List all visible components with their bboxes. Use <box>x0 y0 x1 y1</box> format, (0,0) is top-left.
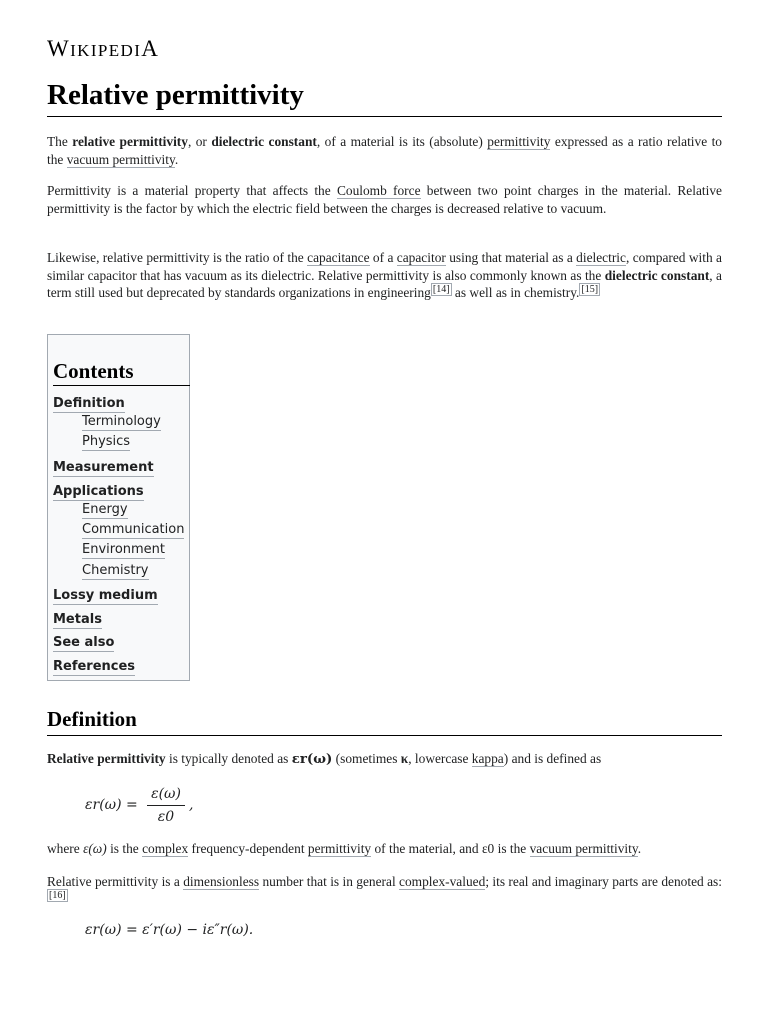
equation-tail: , <box>189 797 194 813</box>
math-symbol: εr(ω) <box>291 751 333 767</box>
math-symbol: ε0 <box>481 841 495 856</box>
text: . <box>637 841 642 856</box>
table-of-contents <box>47 334 190 681</box>
text: where <box>47 841 84 856</box>
text: expressed as a ratio relative to the <box>47 134 722 167</box>
text: Permittivity is a material property that affects the <box>47 183 337 198</box>
link-vacuum-permittivity[interactable]: vacuum permittivity <box>529 841 638 856</box>
link-dimensionless[interactable]: dimensionless <box>183 874 260 889</box>
link-capacitor[interactable]: capacitor <box>396 250 446 265</box>
text: , of a material is its (absolute) <box>316 134 488 149</box>
text: The <box>47 134 73 149</box>
fraction-denominator: ε0 <box>157 809 175 825</box>
equation-fraction <box>147 784 185 827</box>
link-vacuum-permittivity[interactable]: vacuum permittivity <box>66 151 175 167</box>
link-coulomb-force[interactable]: Coulomb force <box>336 183 421 198</box>
definition-paragraph-3 <box>47 873 722 908</box>
text: number that is in general <box>259 874 400 889</box>
text: ) and is defined as <box>503 751 602 766</box>
link-complex-valued[interactable]: complex-valued <box>399 874 486 889</box>
text: is the <box>494 841 530 856</box>
text: , or <box>187 134 212 149</box>
toc-item-lossy-medium[interactable]: Lossy medium <box>53 588 158 603</box>
text: of a <box>369 250 397 265</box>
link-permittivity[interactable]: permittivity <box>487 134 551 149</box>
link-kappa[interactable]: kappa <box>471 751 504 766</box>
toc-item-measurement[interactable]: Measurement <box>53 460 154 475</box>
text: (sometimes <box>332 751 401 766</box>
text: . <box>174 151 179 167</box>
equation-complex-parts: εr(ω) = ε′r(ω) − iε″r(ω). <box>85 922 254 938</box>
math-symbol: ε(ω) <box>83 841 107 856</box>
text: is the <box>106 841 143 856</box>
text: frequency-dependent <box>188 841 308 856</box>
equation-lhs: εr(ω) = <box>85 797 138 813</box>
fraction-bar <box>147 805 185 806</box>
toc-item-metals[interactable]: Metals <box>53 612 102 627</box>
text: as well as in chemistry. <box>451 285 580 300</box>
text: is typically denoted as <box>165 751 292 766</box>
intro-paragraph-3 <box>47 249 722 302</box>
reference-15 <box>579 283 600 296</box>
link-complex[interactable]: complex <box>142 841 189 856</box>
text: Likewise, relative permittivity is the ratio of the <box>47 250 308 265</box>
page-title: Relative permittivity <box>47 78 722 117</box>
bold-term: relative permittivity <box>72 134 188 149</box>
reference-link[interactable]: [16] <box>49 890 66 902</box>
reference-link[interactable]: [15] <box>581 283 599 295</box>
bold-term: Relative permittivity <box>47 751 166 766</box>
intro-paragraph-1 <box>47 133 722 168</box>
toc-item-see-also[interactable]: See also <box>53 635 115 650</box>
text: ; its real and imaginary parts are denoted as: <box>485 874 722 889</box>
math-symbol: κ <box>400 751 409 766</box>
reference-14 <box>431 283 452 296</box>
text: , compared with a similar capacitor that has vacuum as its dielectric. Relative permittivity is also commonly known as the <box>47 250 722 283</box>
toc-title: Contents <box>53 359 190 386</box>
toc-item-terminology[interactable]: Terminology <box>82 414 161 429</box>
text: of the material, and <box>371 841 482 856</box>
intro-paragraph-2 <box>47 182 722 217</box>
text: , lowercase <box>408 751 472 766</box>
text: using that material as a <box>445 250 577 265</box>
fraction-numerator: ε(ω) <box>151 786 181 802</box>
link-permittivity[interactable]: permittivity <box>307 841 372 856</box>
text: between two point charges in the material. Relative permittivity is the factor by which the electric field between the charges is decreased relative to vacuum. <box>47 183 722 216</box>
section-heading-definition: Definition <box>47 707 722 736</box>
toc-item-references[interactable]: References <box>53 659 136 674</box>
reference-16 <box>47 889 68 902</box>
bold-term: dielectric constant <box>604 267 710 283</box>
bold-term: dielectric constant <box>211 134 317 149</box>
toc-item-communication[interactable]: Communication <box>82 522 185 537</box>
link-capacitance[interactable]: capacitance <box>307 250 370 265</box>
definition-paragraph-2 <box>47 840 722 858</box>
text: Relative permittivity is a <box>47 874 184 889</box>
link-dielectric[interactable]: dielectric <box>576 250 626 265</box>
text: , a term still used but deprecated by standards organizations in engineering <box>47 267 723 300</box>
toc-item-chemistry[interactable]: Chemistry <box>82 563 149 578</box>
toc-item-environment[interactable]: Environment <box>82 542 166 557</box>
reference-link[interactable]: [14] <box>432 283 450 295</box>
toc-item-applications[interactable]: Applications <box>53 484 144 499</box>
toc-item-energy[interactable]: Energy <box>82 502 128 517</box>
wikipedia-logo[interactable]: WIKIPEDIA <box>47 36 160 61</box>
toc-item-physics[interactable]: Physics <box>82 434 131 449</box>
definition-paragraph-1 <box>47 750 722 769</box>
toc-item-definition[interactable]: Definition <box>53 396 125 411</box>
